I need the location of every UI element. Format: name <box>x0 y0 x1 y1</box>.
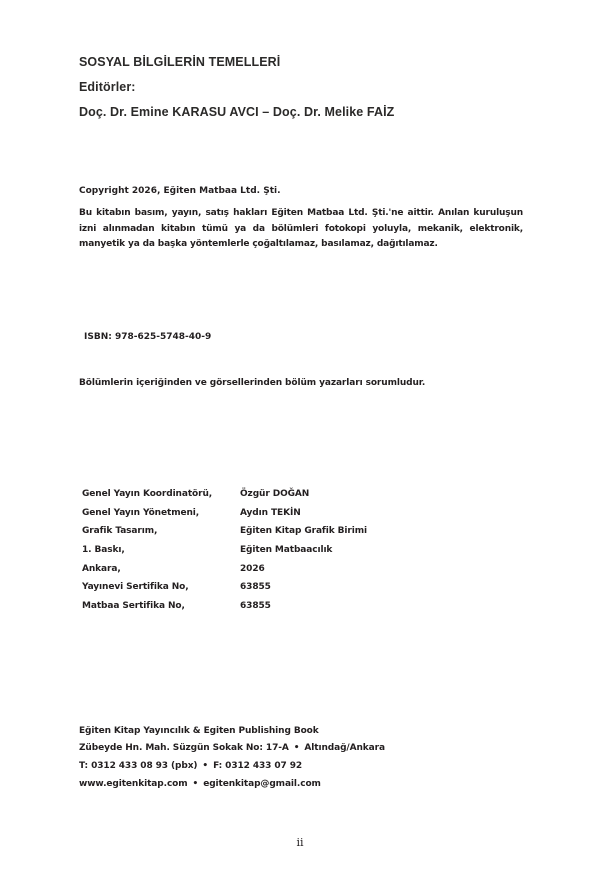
publisher-phone-fax <box>79 757 385 775</box>
credit-value: Özgür DOĞAN <box>240 489 310 500</box>
credit-value: Eğiten Matbaacılık <box>240 545 333 556</box>
page-number: ii <box>296 836 304 849</box>
credit-row <box>82 559 367 578</box>
credit-value: Eğiten Kitap Grafik Birimi <box>240 526 367 537</box>
publisher-web-email <box>79 775 385 793</box>
editors-names: Doç. Dr. Emine KARASU AVCI – Doç. Dr. Melike FAİZ <box>79 105 395 119</box>
address-street: Zübeyde Hn. Mah. Süzgün Sokak No: 17-A <box>79 743 289 754</box>
credit-value: 63855 <box>240 582 271 593</box>
editors-label: Editörler: <box>79 80 136 94</box>
credit-role: Genel Yayın Yönetmeni, <box>82 507 200 518</box>
credit-row <box>82 504 367 523</box>
credit-row <box>82 597 367 616</box>
email-link[interactable]: egitenkitap@gmail.com <box>203 778 321 789</box>
credit-value: 63855 <box>240 600 271 611</box>
credit-row <box>82 541 367 560</box>
fax-number: F: 0312 433 07 92 <box>213 760 303 771</box>
rights-notice: Bu kitabın basım, yayın, satış hakları Eğiten Matbaa Ltd. Şti.'ne aittir. Anılan kuruluşun izni alınmadan kitabın tümü ya da bölümleri fotokopi yoluyla, mekanik, elektronik, manyetik ya da başka yöntemlerle çoğaltılamaz, basılamaz, dağıtılamaz. <box>79 208 523 249</box>
credit-row <box>82 522 367 541</box>
credit-role: 1. Baskı, <box>82 545 125 556</box>
publisher-name: Eğiten Kitap Yayıncılık & Egiten Publishing Book <box>79 725 319 736</box>
responsibility-note: Bölümlerin içeriğinden ve görsellerinden bölüm yazarları sorumludur. <box>79 378 426 388</box>
credit-role: Grafik Tasarım, <box>82 526 158 537</box>
credit-row <box>82 485 367 504</box>
website-link[interactable]: www.egitenkitap.com <box>79 778 188 789</box>
credits-table <box>82 485 367 615</box>
credit-role: Matbaa Sertifika No, <box>82 600 185 611</box>
bullet-separator: • <box>192 778 199 789</box>
credit-role: Genel Yayın Koordinatörü, <box>82 489 213 500</box>
phone-number: T: 0312 433 08 93 (pbx) <box>79 760 198 771</box>
address-city: Altındağ/Ankara <box>304 743 385 754</box>
bullet-separator: • <box>293 743 300 754</box>
bullet-separator: • <box>202 760 209 771</box>
credit-value: 2026 <box>240 563 265 574</box>
publisher-info <box>79 722 385 792</box>
book-title: SOSYAL BİLGİLERİN TEMELLERİ <box>79 55 281 69</box>
isbn: ISBN: 978-625-5748-40-9 <box>84 332 212 342</box>
credit-role: Yayınevi Sertifika No, <box>82 582 189 593</box>
credit-row <box>82 578 367 597</box>
credit-value: Aydın TEKİN <box>240 507 301 518</box>
copyright-line: Copyright 2026, Eğiten Matbaa Ltd. Şti. <box>79 186 281 196</box>
publisher-address <box>79 740 385 758</box>
credit-role: Ankara, <box>82 563 121 574</box>
